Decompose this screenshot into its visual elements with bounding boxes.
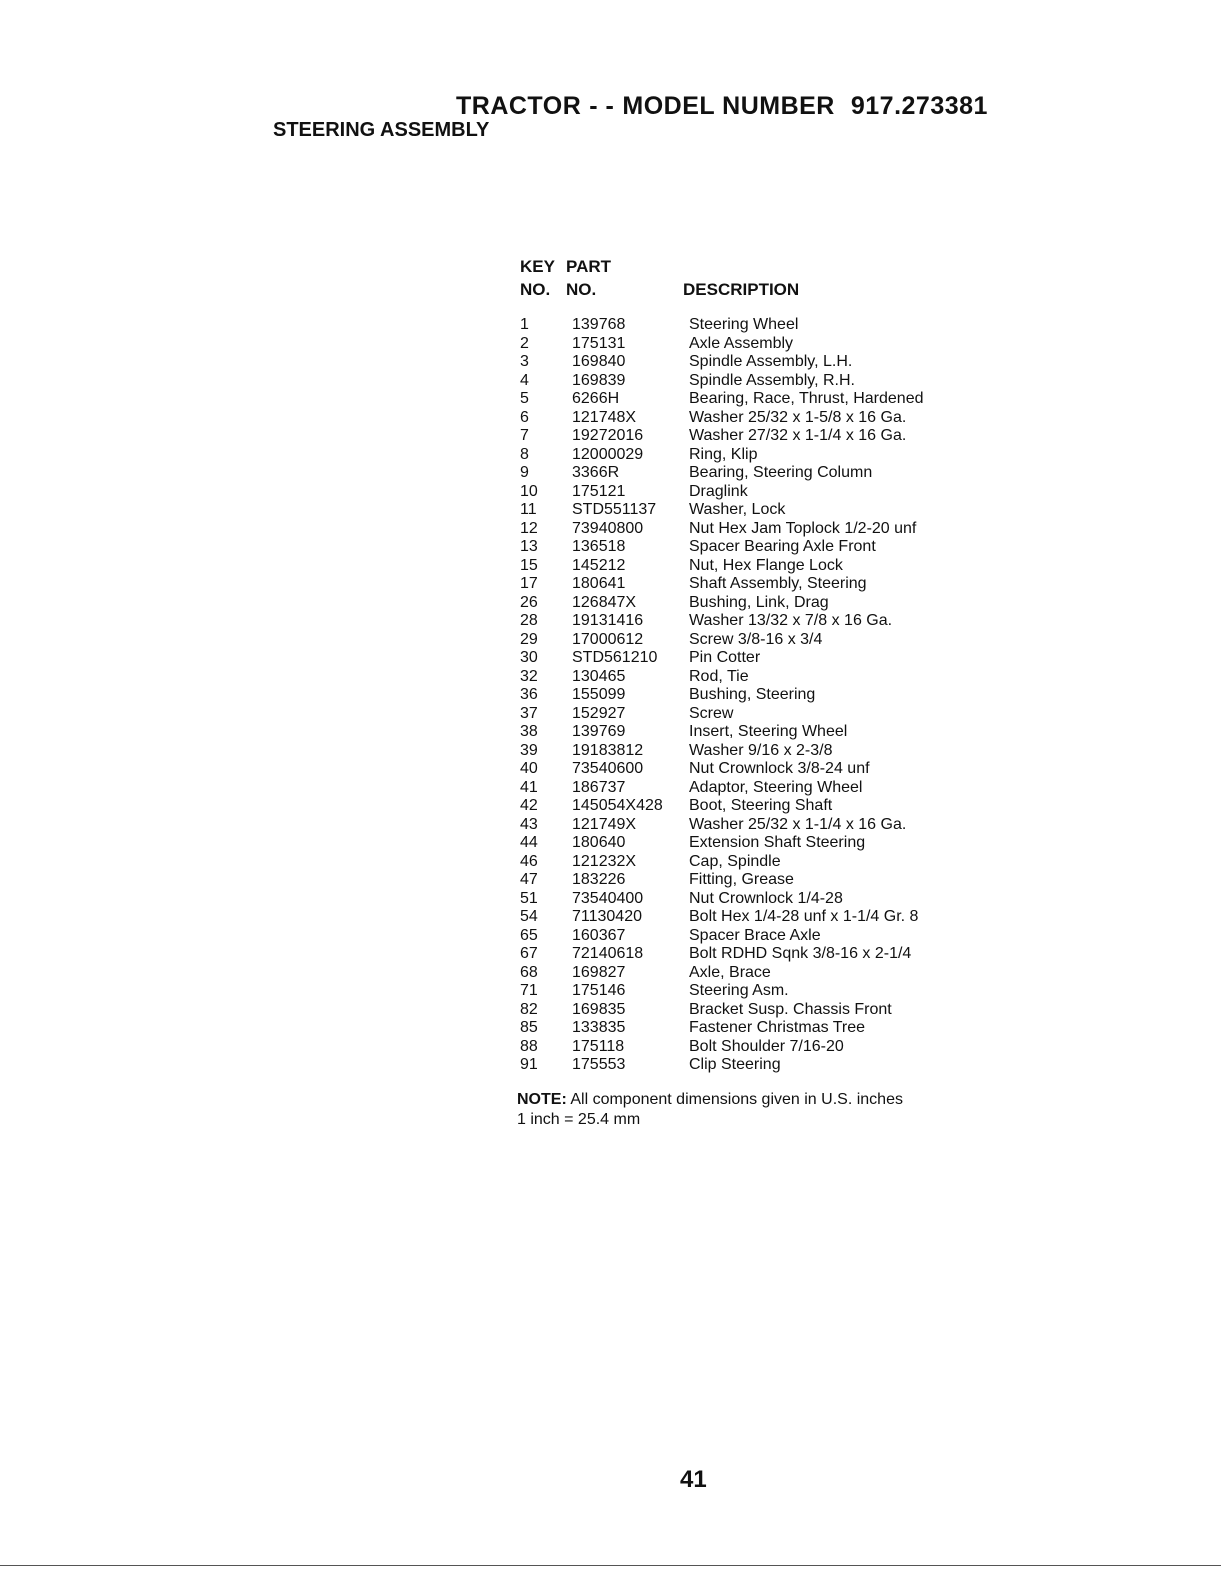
part-no: 169827 xyxy=(572,963,626,981)
key-no: 1 xyxy=(520,316,529,333)
description: Shaft Assembly, Steering xyxy=(689,575,867,592)
key-no: 38 xyxy=(520,723,538,740)
description: Bearing, Steering Column xyxy=(689,464,873,481)
key-no: 40 xyxy=(520,760,538,777)
key-no: 2 xyxy=(520,334,529,352)
page-edge-line xyxy=(0,1565,1221,1566)
part-header-bottom: NO. xyxy=(566,280,597,299)
title-text: TRACTOR xyxy=(456,92,582,120)
description: Axle, Brace xyxy=(689,963,771,981)
description: Insert, Steering Wheel xyxy=(689,723,848,740)
part-no: 152927 xyxy=(572,704,626,722)
key-no: 54 xyxy=(520,908,538,925)
part-no: 175146 xyxy=(572,982,626,999)
note-label: NOTE: xyxy=(517,1091,567,1108)
description: Adaptor, Steering Wheel xyxy=(689,778,863,796)
note xyxy=(517,1090,903,1130)
key-no: 32 xyxy=(520,667,538,685)
key-no: 11 xyxy=(520,501,537,518)
part-no: 175121 xyxy=(572,482,626,500)
key-no: 41 xyxy=(520,778,538,796)
description: Spacer Brace Axle xyxy=(689,926,821,944)
part-no: 139769 xyxy=(572,723,626,740)
description: Bolt Shoulder 7/16-20 xyxy=(689,1037,844,1055)
description: Washer, Lock xyxy=(689,501,786,518)
section-title: STEERING ASSEMBLY xyxy=(273,119,490,141)
description: Steering Asm. xyxy=(689,982,789,999)
part-no: 17000612 xyxy=(572,630,644,648)
part-no: 175131 xyxy=(572,334,626,352)
note-conversion: 1 inch = 25.4 mm xyxy=(517,1111,641,1128)
part-no: 180640 xyxy=(572,834,626,851)
key-no: 30 xyxy=(520,649,538,666)
key-no: 36 xyxy=(520,686,538,703)
description: Fitting, Grease xyxy=(689,871,794,888)
page-number: 41 xyxy=(680,1466,707,1493)
description: Spacer Bearing Axle Front xyxy=(689,538,876,555)
key-no: 26 xyxy=(520,593,538,611)
part-no: 12000029 xyxy=(572,445,644,463)
part-no: 155099 xyxy=(572,686,626,703)
key-no: 10 xyxy=(520,482,538,500)
description: Screw 3/8-16 x 3/4 xyxy=(689,630,823,648)
part-no: 19183812 xyxy=(572,741,644,759)
part-no: 180641 xyxy=(572,575,626,592)
key-no: 29 xyxy=(520,630,538,648)
key-no: 91 xyxy=(520,1056,538,1073)
part-no: 73540600 xyxy=(572,760,644,777)
key-no: 67 xyxy=(520,945,538,962)
description: Pin Cotter xyxy=(689,649,761,666)
description-header: DESCRIPTION xyxy=(683,280,800,299)
description: Washer 25/32 x 1-1/4 x 16 Ga. xyxy=(689,815,907,833)
part-no: 19131416 xyxy=(572,612,644,629)
part-no: 126847X xyxy=(572,593,637,611)
key-no: 68 xyxy=(520,963,538,981)
description: Spindle Assembly, L.H. xyxy=(689,353,853,370)
part-no: 3366R xyxy=(572,464,620,481)
part-no: STD551137 xyxy=(572,501,657,518)
description: Fastener Christmas Tree xyxy=(689,1019,866,1036)
description: Washer 25/32 x 1-5/8 x 16 Ga. xyxy=(689,408,907,426)
description: Spindle Assembly, R.H. xyxy=(689,371,855,389)
key-no: 15 xyxy=(520,556,538,574)
key-no: 39 xyxy=(520,741,538,759)
description: Nut Crownlock 3/8-24 unf xyxy=(689,760,870,777)
key-no: 7 xyxy=(520,427,529,444)
title-separator: - - xyxy=(589,92,615,120)
part-no: 160367 xyxy=(572,926,626,944)
part-no: 136518 xyxy=(572,538,626,555)
description: Nut Crownlock 1/4-28 xyxy=(689,889,843,907)
key-no: 17 xyxy=(520,575,538,592)
key-no: 13 xyxy=(520,538,538,555)
description: Steering Wheel xyxy=(689,316,799,333)
description: Extension Shaft Steering xyxy=(689,834,866,851)
description: Clip Steering xyxy=(689,1056,781,1073)
description: Nut, Hex Flange Lock xyxy=(689,556,843,574)
part-no: 169840 xyxy=(572,353,626,370)
key-no: 8 xyxy=(520,445,529,463)
description: Nut Hex Jam Toplock 1/2-20 unf xyxy=(689,519,917,537)
key-no: 5 xyxy=(520,390,529,407)
key-header-top: KEY xyxy=(520,257,555,276)
part-no: 133835 xyxy=(572,1019,626,1036)
description: Axle Assembly xyxy=(689,334,794,352)
key-no: 43 xyxy=(520,815,538,833)
part-no: 73540400 xyxy=(572,889,644,907)
note-text: All component dimensions given in U.S. inches xyxy=(570,1091,903,1108)
part-no: 121232X xyxy=(572,852,637,870)
description: Washer 13/32 x 7/8 x 16 Ga. xyxy=(689,612,893,629)
description: Bracket Susp. Chassis Front xyxy=(689,1000,892,1018)
part-no: 169835 xyxy=(572,1000,626,1018)
part-no: 175553 xyxy=(572,1056,626,1073)
note-line xyxy=(517,1090,903,1110)
key-no: 4 xyxy=(520,371,529,389)
part-no: 19272016 xyxy=(572,427,644,444)
part-no: 186737 xyxy=(572,778,626,796)
part-no: 121748X xyxy=(572,408,637,426)
part-no: 73940800 xyxy=(572,519,644,537)
key-no: 44 xyxy=(520,834,538,851)
key-no: 3 xyxy=(520,353,529,370)
description: Rod, Tie xyxy=(689,667,749,685)
part-no: 6266H xyxy=(572,390,620,407)
description: Screw xyxy=(689,704,734,722)
part-no: 121749X xyxy=(572,815,637,833)
key-no: 9 xyxy=(520,464,529,481)
key-no: 28 xyxy=(520,612,538,629)
key-no: 6 xyxy=(520,408,529,426)
part-no: STD561210 xyxy=(572,649,658,666)
page-title xyxy=(456,92,988,121)
part-no: 169839 xyxy=(572,371,626,389)
key-no: 85 xyxy=(520,1019,538,1036)
description: Bolt Hex 1/4-28 unf x 1-1/4 Gr. 8 xyxy=(689,908,919,925)
key-no: 47 xyxy=(520,871,538,888)
part-no: 72140618 xyxy=(572,945,644,962)
description: Ring, Klip xyxy=(689,445,758,463)
key-no: 71 xyxy=(520,982,538,999)
key-no: 37 xyxy=(520,704,538,722)
key-no: 51 xyxy=(520,889,538,907)
part-header-top: PART xyxy=(566,257,612,276)
part-no: 175118 xyxy=(572,1037,625,1055)
description: Bearing, Race, Thrust, Hardened xyxy=(689,390,924,407)
key-no: 65 xyxy=(520,926,538,944)
description: Draglink xyxy=(689,482,748,500)
model-label: MODEL NUMBER xyxy=(622,92,835,120)
key-header-bottom: NO. xyxy=(520,280,551,299)
part-no: 130465 xyxy=(572,667,626,685)
key-no: 88 xyxy=(520,1037,538,1055)
description: Washer 9/16 x 2-3/8 xyxy=(689,741,833,759)
description: Bolt RDHD Sqnk 3/8-16 x 2-1/4 xyxy=(689,945,912,962)
description: Bushing, Steering xyxy=(689,686,816,703)
key-no: 12 xyxy=(520,519,538,537)
part-no: 145054X428 xyxy=(572,797,663,814)
key-no: 82 xyxy=(520,1000,538,1018)
part-no: 71130420 xyxy=(572,908,642,925)
key-no: 46 xyxy=(520,852,538,870)
part-no: 183226 xyxy=(572,871,626,888)
description: Washer 27/32 x 1-1/4 x 16 Ga. xyxy=(689,427,907,444)
key-no: 42 xyxy=(520,797,538,814)
model-number: 917.273381 xyxy=(850,92,988,120)
description: Cap, Spindle xyxy=(689,852,781,870)
part-no: 145212 xyxy=(572,556,626,574)
part-no: 139768 xyxy=(572,316,626,333)
description: Bushing, Link, Drag xyxy=(689,593,829,611)
description: Boot, Steering Shaft xyxy=(689,797,833,814)
